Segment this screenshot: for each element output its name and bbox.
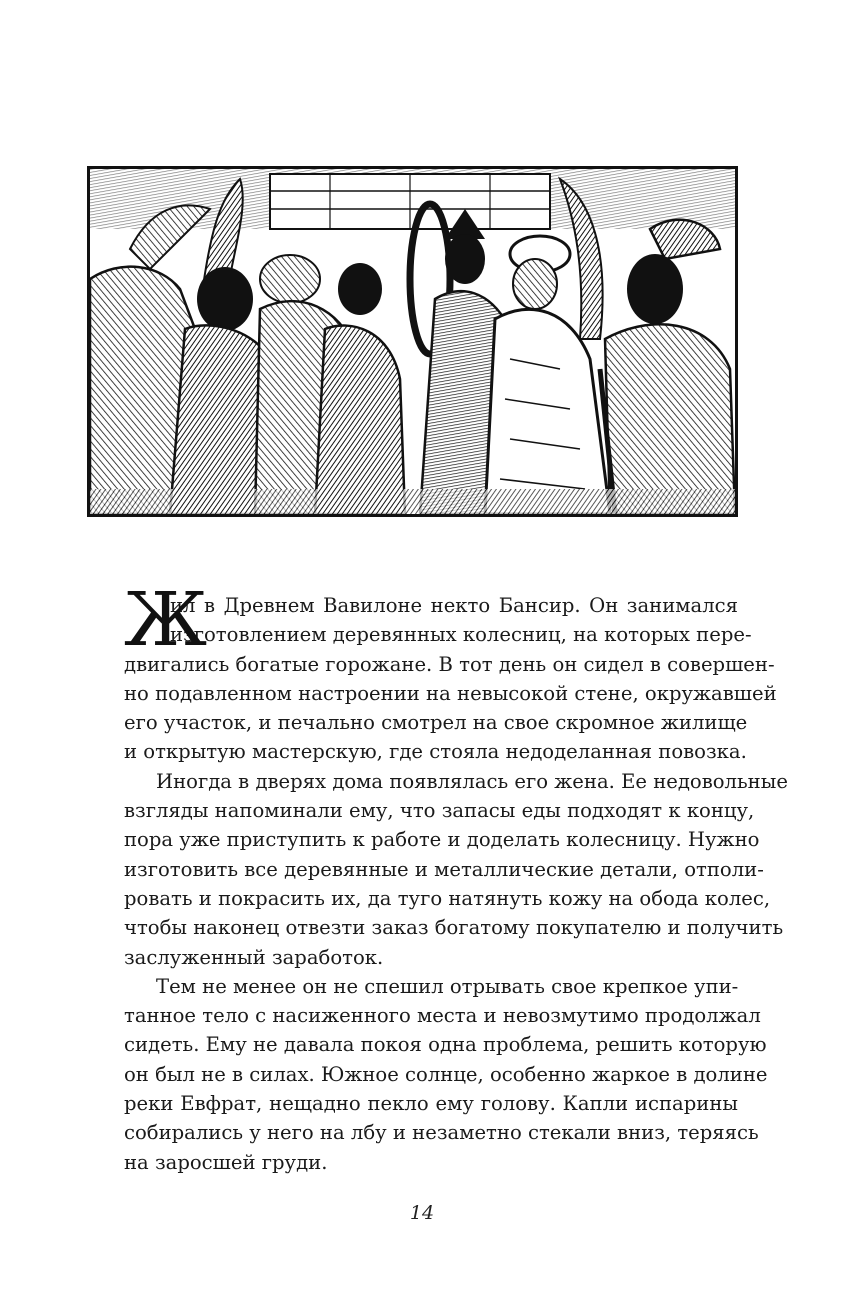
text-line: пора уже приступить к работе и доделать колесницу. Нужно: [124, 828, 760, 852]
text-line: собирались у него на лбу и незаметно стекали вниз, теряясь: [124, 1121, 759, 1145]
page-number: 14: [409, 1202, 435, 1224]
paragraph-2: [124, 767, 788, 972]
text-line: ил в Древнем Вавилоне некто Бансир. Он занимался: [170, 594, 738, 617]
text-line: ровать и покрасить их, да туго натянуть кожу на обода колес,: [124, 886, 771, 910]
text-line: на заросшей груди.: [124, 1150, 328, 1174]
engraving-illustration-icon: [90, 169, 735, 514]
text-line: взгляды напоминали ему, что запасы еды подходят к концу,: [124, 799, 755, 823]
text-line: Тем не менее он не спешил отрывать свое крепкое упи-: [156, 974, 739, 998]
text-line: реки Евфрат, нещадно пекло ему голову. Капли испарины: [124, 1092, 738, 1116]
text-line: его участок, и печально смотрел на свое скромное жилище: [124, 711, 748, 735]
text-line: изготовить все деревянные и металлические детали, отполи-: [124, 857, 764, 881]
text-line: танное тело с насиженного места и невозмутимо продолжал: [124, 1004, 761, 1028]
dropcap: Ж: [124, 577, 208, 663]
paragraph-3: [124, 972, 768, 1177]
text-line: но подавленном настроении на невысокой стене, окружавшей: [124, 681, 777, 705]
text-line: двигались богатые горожане. В тот день он сидел в совершен-: [124, 652, 775, 676]
body-text: [124, 577, 788, 1177]
paragraph-1: [124, 577, 777, 767]
text-line: он был не в силах. Южное солнце, особенно жаркое в долине: [124, 1062, 768, 1086]
text-line: заслуженный заработок.: [124, 945, 384, 969]
text-line: чтобы наконец отвезти заказ богатому покупателю и получить: [124, 916, 784, 940]
text-line: сидеть. Ему не давала покоя одна проблема, решить которую: [124, 1033, 767, 1057]
text-line: и открытую мастерскую, где стояла недоделанная повозка.: [124, 740, 747, 764]
text-line: изготовлением деревянных колесниц, на которых пере-: [170, 623, 752, 647]
text-line: Иногда в дверях дома появлялась его жена. Ее недовольные: [156, 769, 788, 793]
engraving-illustration: [87, 166, 738, 517]
